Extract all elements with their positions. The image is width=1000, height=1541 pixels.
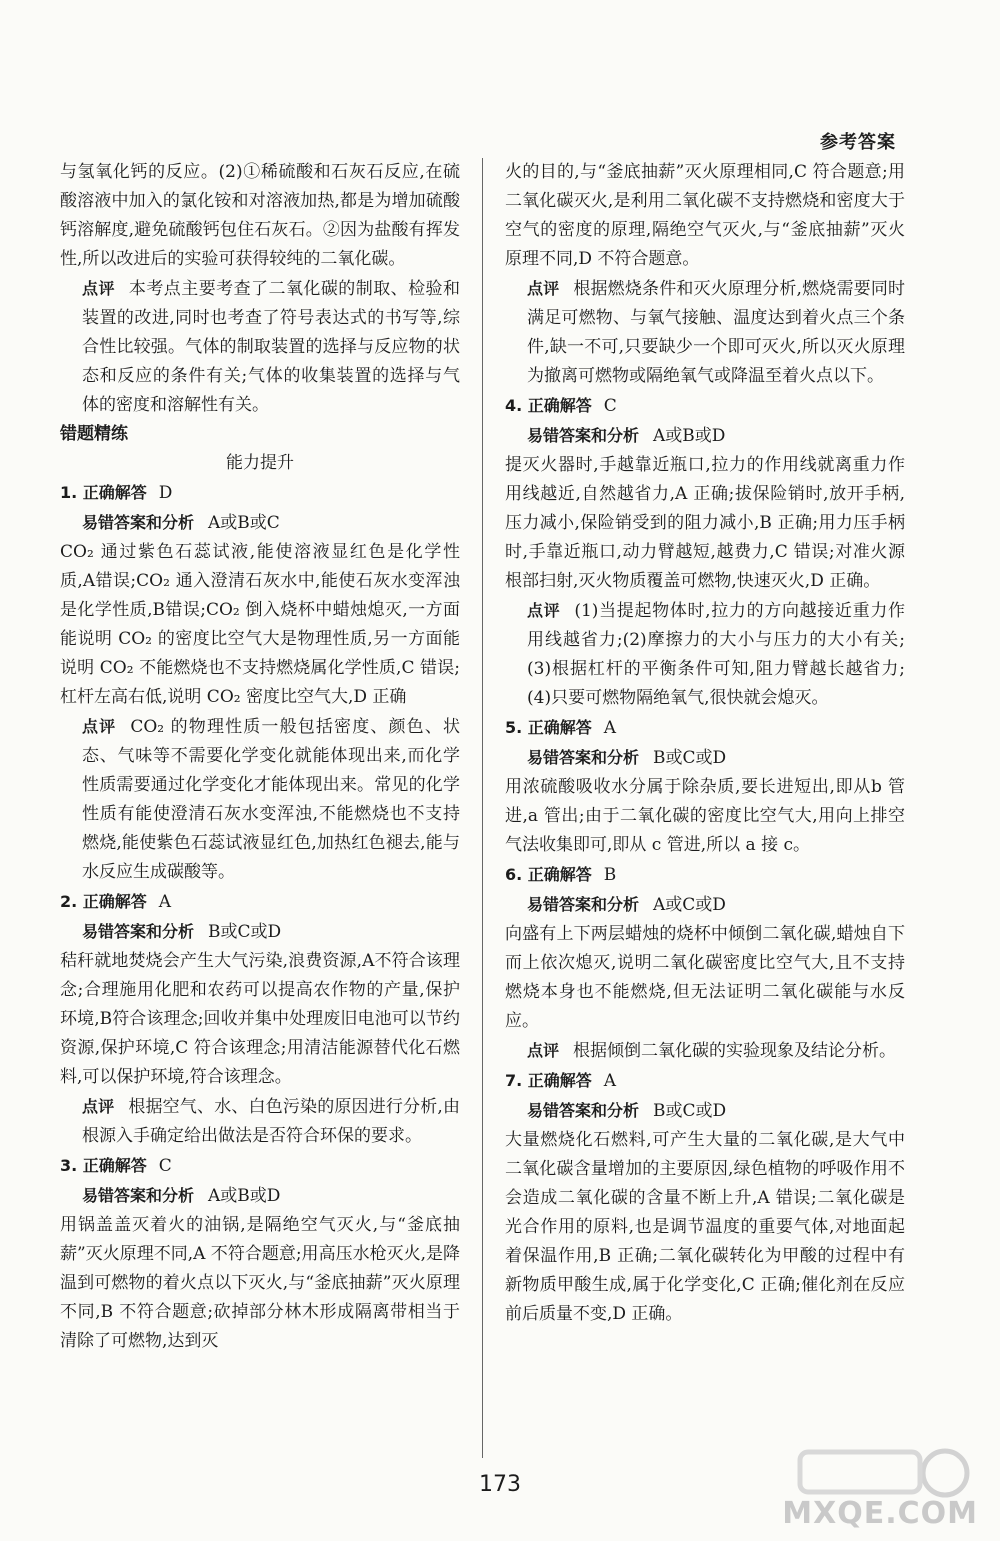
- q1-answer-value: D: [158, 483, 173, 503]
- q5-answer-value: A: [603, 718, 617, 738]
- q4-wrong: [505, 421, 905, 451]
- q1-analysis: CO₂ 通过紫色石蕊试液,能使溶液显红色是化学性质,A错误;CO₂ 通入澄清石灰水中,能使石灰水变浑浊是化学性质,B错误;CO₂ 倒入烧杯中蜡烛熄灭,一方面能说明 CO₂ 的密度比空气大是物理性质,另一方面能说明 CO₂ 不能燃烧也不支持燃烧属化学性质,C 错误;杠杆左高右低,说明 CO₂ 密度比空气大,D 正确: [60, 542, 460, 707]
- q7-answer: [505, 1066, 905, 1096]
- q1-wrong-value: A或B或C: [208, 513, 280, 533]
- q6-answer-value: B: [603, 865, 617, 885]
- q3-wrong-label: 易错答案和分析: [82, 1186, 195, 1205]
- q6-analysis: 向盛有上下两层蜡烛的烧杯中倾倒二氧化碳,蜡烛自下而上依次熄灭,说明二氧化碳密度比空气大,且不支持燃烧本身也不能燃烧,但无法证明二氧化碳能与水反应。: [505, 924, 905, 1031]
- q4-wrong-value: A或B或D: [653, 426, 726, 446]
- q2-analysis: 秸秆就地焚烧会产生大气污染,浪费资源,A不符合该理念;合理施用化肥和农药可以提高农作物的产量,保护环境,B符合该理念;回收并集中处理废旧电池可以节约资源,保护环境,C 符合该理念;用清洁能源替代化石燃料,可以保护环境,符合该理念。: [60, 951, 460, 1087]
- subsection-title: 能力提升: [226, 453, 294, 473]
- q1-review: [60, 712, 460, 887]
- q2-review-text: 根据空气、水、白色污染的原因进行分析,由根源入手确定给出做法是否符合环保的要求。: [82, 1097, 460, 1146]
- watermark-text: MXQE.COM: [782, 1496, 978, 1531]
- q3-answer: [60, 1151, 460, 1181]
- q2-answer-value: A: [158, 892, 172, 912]
- q3-analysis: 用锅盖盖灭着火的油锅,是隔绝空气灭火,与“釜底抽薪”灭火原理不同,A 不符合题意;用高压水枪灭火,是降温到可燃物的着火点以下灭火,与“釜底抽薪”灭火原理不同,B 不符合题意;砍掉部分林木形成隔离带相当于清除了可燃物,达到灭: [60, 1215, 460, 1351]
- q3-num: 3. 正确解答: [60, 1156, 147, 1175]
- q1-wrong: [60, 508, 460, 538]
- q5-answer: [505, 713, 905, 743]
- q7-wrong: [505, 1096, 905, 1126]
- q3-wrong: [60, 1181, 460, 1211]
- q1-wrong-label: 易错答案和分析: [82, 513, 195, 532]
- q2-num: 2. 正确解答: [60, 892, 147, 911]
- q1-answer: [60, 478, 460, 508]
- q3-analysis-cont: 火的目的,与“釜底抽薪”灭火原理相同,C 符合题意;用二氧化碳灭火,是利用二氧化碳不支持燃烧和密度大于空气的密度的原理,隔绝空气灭火,与“釜底抽薪”灭火原理不同,D 不符合题意。: [505, 162, 905, 269]
- q3-answer-value: C: [158, 1156, 172, 1176]
- q2-answer: [60, 887, 460, 917]
- q6-num: 6. 正确解答: [505, 865, 592, 884]
- right-column: [505, 158, 905, 1329]
- intro-paragraph: 与氢氧化钙的反应。(2)①稀硫酸和石灰石反应,在硫酸溶液中加入的氯化铵和对溶液加热,都是为增加硫酸钙溶解度,避免硫酸钙包住石灰石。②因为盐酸有挥发性,所以改进后的实验可获得较纯的二氧化碳。: [60, 162, 460, 269]
- q5-wrong-label: 易错答案和分析: [527, 748, 640, 767]
- section-title: 错题精练: [60, 424, 128, 444]
- q5-num: 5. 正确解答: [505, 718, 592, 737]
- q7-answer-value: A: [603, 1071, 617, 1091]
- q5-wrong: [505, 743, 905, 773]
- page-number: 173: [479, 1472, 521, 1497]
- q7-wrong-value: B或C或D: [653, 1101, 727, 1121]
- q4-review-text: (1)当提起物体时,拉力的方向越接近重力作用线越省力;(2)摩擦力的大小与压力的大小有关;(3)根据杠杆的平衡条件可知,阻力臂越长越省力;(4)只要可燃物隔绝氧气,很快就会熄灭。: [527, 601, 905, 708]
- q7-num: 7. 正确解答: [505, 1071, 592, 1090]
- q4-num: 4. 正确解答: [505, 396, 592, 415]
- q2-wrong: [60, 917, 460, 947]
- q5-analysis: 用浓硫酸吸收水分属于除杂质,要长进短出,即从b 管进,a 管出;由于二氧化碳的密度比空气大,用向上排空气法收集即可,即从 c 管进,所以 a 接 c。: [505, 777, 905, 855]
- q4-review-label: 点评: [527, 601, 561, 620]
- q4-answer: [505, 391, 905, 421]
- review-paragraph: [60, 274, 460, 420]
- q7-wrong-label: 易错答案和分析: [527, 1101, 640, 1120]
- q4-answer-value: C: [603, 396, 617, 416]
- q4-review: [505, 596, 905, 713]
- q4-analysis: 提灭火器时,手越靠近瓶口,拉力的作用线就离重力作用线越近,自然越省力,A 正确;拔保险销时,放开手柄,压力减小,保险销受到的阻力减小,B 正确;用力压手柄时,手靠近瓶口,动力臂越短,越费力,C 错误;对准火源根部扫射,灭火物质覆盖可燃物,快速灭火,D 正确。: [505, 455, 905, 591]
- q7-analysis: 大量燃烧化石燃料,可产生大量的二氧化碳,是大气中二氧化碳含量增加的主要原因,绿色植物的呼吸作用不会造成二氧化碳的含量不断上升,A 错误;二氧化碳是光合作用的原料,也是调节温度的重要气体,对地面起着保温作用,B 正确;二氧化碳转化为甲酸的过程中有新物质甲酸生成,属于化学变化,C 正确;催化剂在反应前后质量不变,D 正确。: [505, 1130, 905, 1324]
- q4-wrong-label: 易错答案和分析: [527, 426, 640, 445]
- review-text: 本考点主要考查了二氧化碳的制取、检验和装置的改进,同时也考查了符号表达式的书写等,综合性比较强。气体的制取装置的选择与反应物的状态和反应的条件有关;气体的收集装置的选择与气体的密度和溶解性有关。: [82, 279, 460, 415]
- q1-review-text: CO₂ 的物理性质一般包括密度、颜色、状态、气味等不需要化学变化就能体现出来,而化学性质需要通过化学变化才能体现出来。常见的化学性质有能使澄清石灰水变浑浊,不能燃烧也不支持燃烧,能使紫色石蕊试液显红色,加热红色褪去,能与水反应生成碳酸等。: [82, 717, 460, 882]
- q6-wrong: [505, 890, 905, 920]
- q6-wrong-value: A或C或D: [653, 895, 726, 915]
- q2-wrong-label: 易错答案和分析: [82, 922, 195, 941]
- q6-review-label: 点评: [527, 1041, 560, 1060]
- q6-review-text: 根据倾倒二氧化碳的实验现象及结论分析。: [573, 1041, 897, 1061]
- q3-wrong-value: A或B或D: [208, 1186, 281, 1206]
- q6-review: [505, 1036, 905, 1066]
- q5-wrong-value: B或C或D: [653, 748, 727, 768]
- q3-review-text: 根据燃烧条件和灭火原理分析,燃烧需要同时满足可燃物、与氧气接触、温度达到着火点三个条件,缺一不可,只要缺少一个即可灭火,所以灭火原理为撤离可燃物或隔绝氧气或降温至着火点以下。: [527, 279, 905, 386]
- q2-review-label: 点评: [82, 1097, 115, 1116]
- q2-wrong-value: B或C或D: [208, 922, 282, 942]
- q3-review-label: 点评: [527, 279, 560, 298]
- review-label: 点评: [82, 279, 115, 298]
- q3-review: [505, 274, 905, 391]
- q6-answer: [505, 860, 905, 890]
- q1-review-label: 点评: [82, 717, 117, 736]
- q2-review: [60, 1092, 460, 1151]
- q6-wrong-label: 易错答案和分析: [527, 895, 640, 914]
- q1-num: 1. 正确解答: [60, 483, 147, 502]
- column-divider: [482, 158, 483, 1458]
- page-header: 参考答案: [820, 132, 896, 153]
- left-column: [60, 158, 460, 1356]
